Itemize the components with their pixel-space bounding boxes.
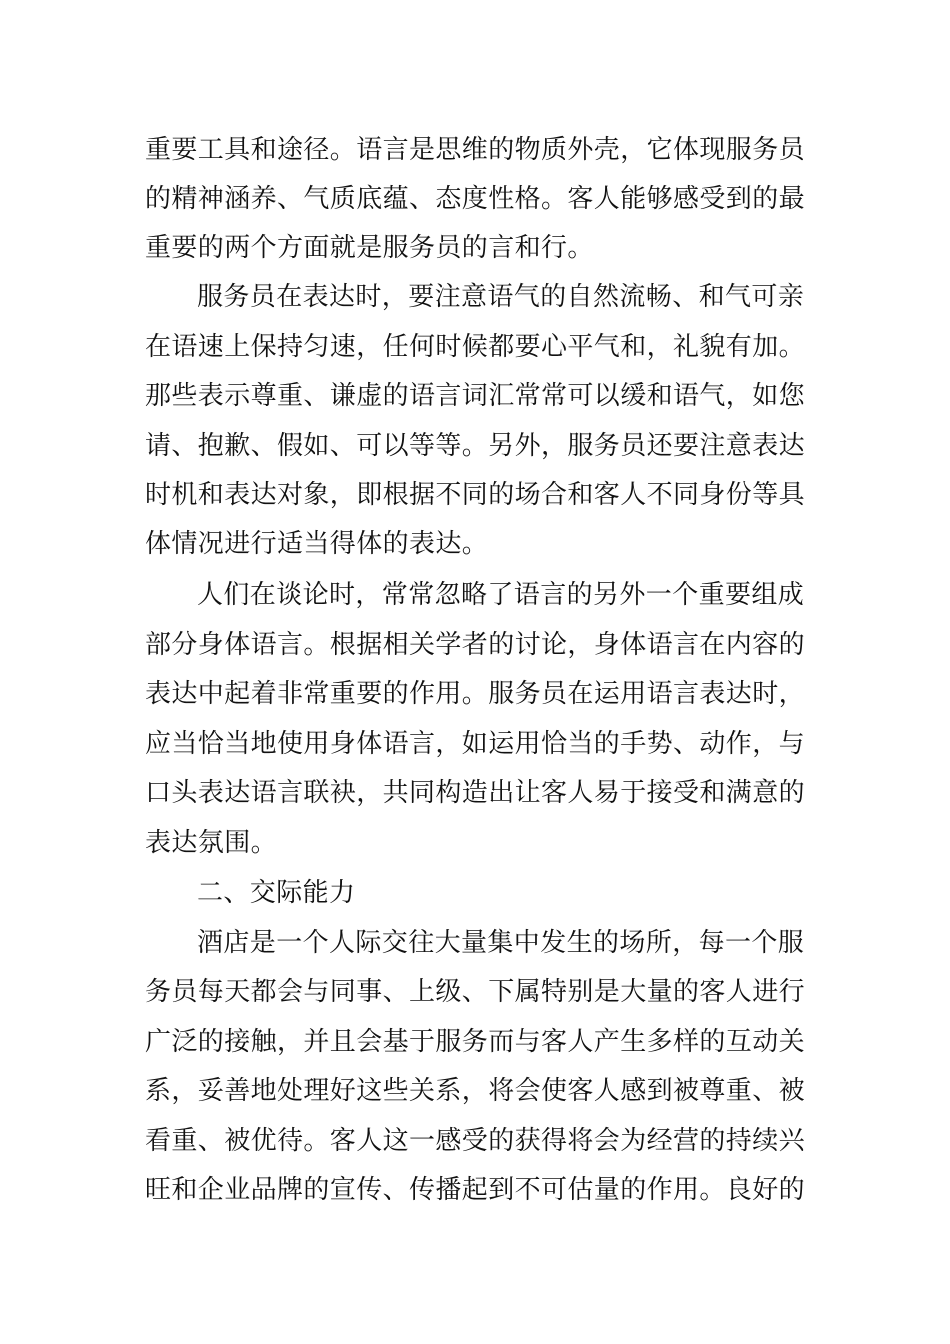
text-line: 广泛的接触，并且会基于服务而与客人产生多样的互动关 xyxy=(145,1027,806,1057)
text-line: 体情况进行适当得体的表达。 xyxy=(145,529,489,559)
text-line: 那些表示尊重、谦虚的语言词汇常常可以缓和语气，如您 xyxy=(145,381,806,411)
text-line: 系，妥善地处理好这些关系，将会使客人感到被尊重、被 xyxy=(145,1076,806,1106)
paragraph-first-line: 服务员在表达时，要注意语气的自然流畅、和气可亲 xyxy=(197,282,805,312)
text-line: 旺和企业品牌的宣传、传播起到不可估量的作用。良好的 xyxy=(145,1175,806,1205)
paragraph-first-line: 酒店是一个人际交往大量集中发生的场所，每一个服 xyxy=(197,928,805,958)
text-line: 时机和表达对象，即根据不同的场合和客人不同身份等具 xyxy=(145,480,806,510)
text-line: 在语速上保持匀速，任何时候都要心平气和，礼貌有加。 xyxy=(145,332,806,362)
text-line: 重要的两个方面就是服务员的言和行。 xyxy=(145,233,594,263)
text-line: 表达中起着非常重要的作用。服务员在运用语言表达时， xyxy=(145,679,806,709)
text-line: 的精神涵养、气质底蕴、态度性格。客人能够感受到的最 xyxy=(145,184,806,214)
text-line: 部分身体语言。根据相关学者的讨论，身体语言在内容的 xyxy=(145,630,806,660)
text-line: 看重、被优待。客人这一感受的获得将会为经营的持续兴 xyxy=(145,1126,806,1156)
text-line: 表达氛围。 xyxy=(145,828,278,858)
text-line: 务员每天都会与同事、上级、下属特别是大量的客人进行 xyxy=(145,977,806,1007)
section-heading: 二、交际能力 xyxy=(197,878,356,908)
text-line: 应当恰当地使用身体语言，如运用恰当的手势、动作，与 xyxy=(145,729,806,759)
paragraph-first-line: 人们在谈论时，常常忽略了语言的另外一个重要组成 xyxy=(197,580,805,610)
text-line: 口头表达语言联袂，共同构造出让客人易于接受和满意的 xyxy=(145,778,806,808)
text-line: 请、抱歉、假如、可以等等。另外，服务员还要注意表达 xyxy=(145,431,806,461)
text-line: 重要工具和途径。语言是思维的物质外壳，它体现服务员 xyxy=(145,135,806,165)
